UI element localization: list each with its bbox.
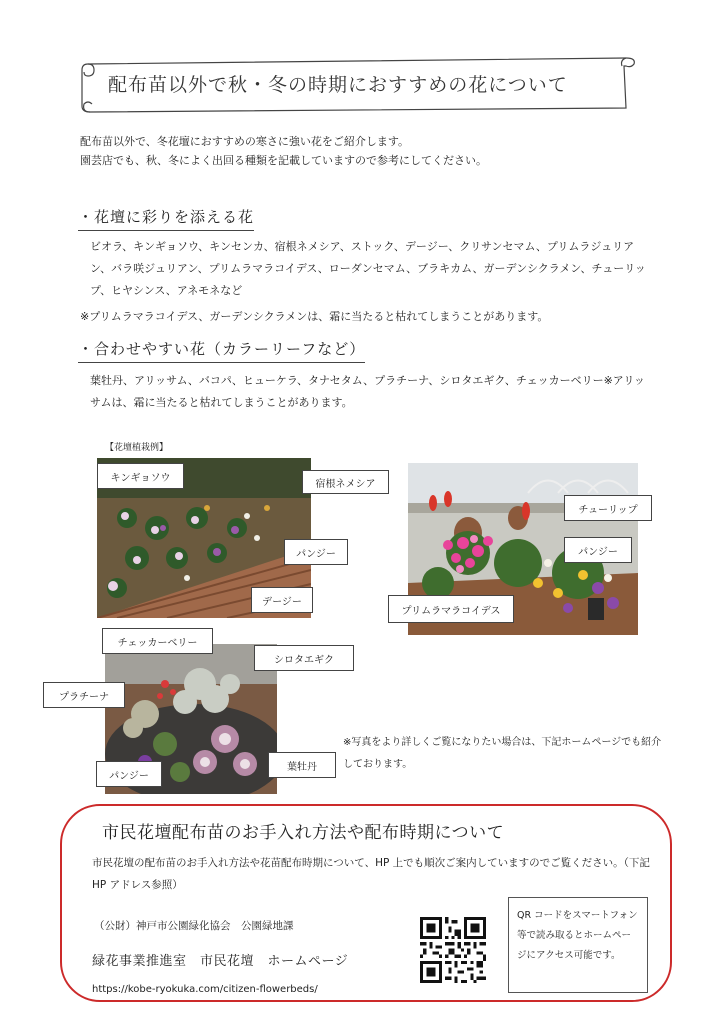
photo3-label-checkerberry: チェッカーベリー — [102, 628, 213, 654]
contact-title: 市民花壇配布苗のお手入れ方法や配布時期について — [102, 823, 505, 843]
photo1-label-daisy: デージー — [251, 587, 313, 613]
photo2-label-tulip: チューリップ — [564, 495, 652, 521]
department-homepage: 緑花事業推進室 市民花壇 ホームページ — [92, 954, 349, 969]
section-heading-flowerbed: ・花壇に彩りを添える花 — [78, 206, 254, 231]
section-heading-colorleaf: ・合わせやすい花（カラーリーフなど） — [78, 338, 365, 363]
organization-name: （公財）神戸市公園緑化協会 公園緑地課 — [94, 920, 294, 932]
section-body-flowerbed: ビオラ、キンギョソウ、キンセンカ、宿根ネメシア、ストック、デージー、クリサンセマム、プリムラジュリアン、バラ咲ジュリアン、プリムラマラコイデス、ローダンセマム、ブラキカム、ガーデンシクラメン、チューリップ、ヒヤシンス、アネモネなど — [90, 240, 646, 297]
photo-detail-note: ※写真をより詳しくご覧になりたい場合は、下記ホームページでも紹介しております。 — [343, 737, 662, 770]
page-title: 配布苗以外で秋・冬の時期におすすめの花について — [108, 74, 568, 96]
photo-caption: 【花壇植栽例】 — [105, 443, 169, 453]
photo3-label-pansy: パンジー — [96, 761, 162, 787]
title-banner — [78, 52, 638, 116]
intro-line-1: 配布苗以外で、冬花壇におすすめの寒さに強い花をご紹介します。 — [80, 135, 410, 148]
photo1-label-snapdragon: キンギョソウ — [97, 463, 184, 489]
qr-instruction-box: QR コードをスマートフォン等で読み取るとホームページにアクセス可能です。 — [508, 897, 648, 993]
photo1-label-nemesia: 宿根ネメシア — [302, 470, 389, 494]
intro-line-2: 園芸店でも、秋、冬によく出回る種類を記載していますので参考にしてください。 — [80, 154, 487, 167]
contact-description: 市民花壇の配布苗のお手入れ方法や花苗配布時期について、HP 上でも順次ご案内していますのでご覧ください。（下記 HP アドレス参照） — [92, 857, 650, 891]
photo2-label-primula: プリムラマラコイデス — [388, 595, 514, 623]
photo1-label-pansy: パンジー — [284, 539, 348, 565]
qr-code-icon[interactable] — [420, 917, 486, 983]
photo3-label-dusty-miller: シロタエギク — [254, 645, 354, 671]
intro-text — [80, 132, 487, 170]
section-body-colorleaf: 葉牡丹、アリッサム、バコパ、ヒューケラ、タナセタム、プラチーナ、シロタエギク、チェッカーベリー※アリッサムは、霜に当たると枯れてしまうことがあります。 — [90, 374, 645, 409]
homepage-url-link[interactable]: https://kobe-ryokuka.com/citizen-flowerbeds/ — [92, 984, 318, 995]
photo3-label-platina: プラチーナ — [43, 682, 125, 708]
photo3-label-ornamental-kale: 葉牡丹 — [268, 752, 336, 778]
section-note-frost: ※プリムラマラコイデス、ガーデンシクラメンは、霜に当たると枯れてしまうことがあります。 — [80, 310, 549, 323]
photo2-label-pansy: パンジー — [564, 537, 632, 563]
